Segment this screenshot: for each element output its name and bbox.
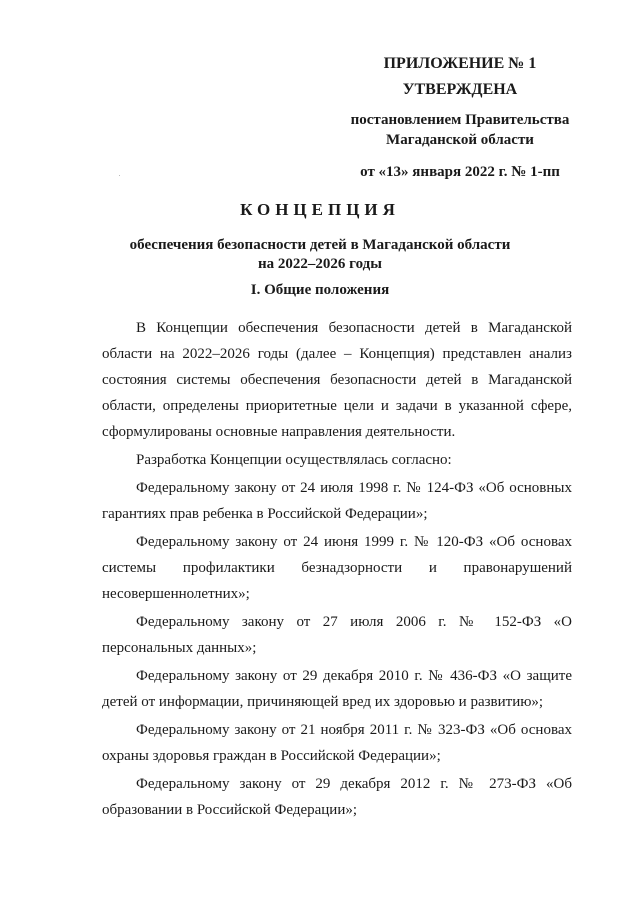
law-item: Федеральному закону от 29 декабря 2012 г. № 273-ФЗ «Об образовании в Российской Федерации»; <box>102 776 572 818</box>
subtitle-line-2: на 2022–2026 годы <box>258 256 382 272</box>
law-item: Федеральному закону от 24 июля 1998 г. № 124-ФЗ «Об основных гарантиях прав ребенка в Российской Федерации»; <box>102 480 572 522</box>
subtitle-line-1: обеспечения безопасности детей в Магаданской области <box>129 237 511 253</box>
concept-heading: КОНЦЕПЦИЯ <box>240 200 400 219</box>
approved-label: УТВЕРЖДЕНА <box>402 81 518 98</box>
law-item: Федеральному закону от 24 июня 1999 г. № 120-ФЗ «Об основах системы профилактики безнадзорности и правонарушений несовершеннолетних»; <box>102 534 572 602</box>
approval-block <box>340 54 580 182</box>
approval-date: от «13» января 2022 г. № 1-пп <box>360 164 560 180</box>
paragraph-basis: Разработка Концепции осуществлялась согласно: <box>136 452 452 468</box>
law-item: Федеральному закону от 29 декабря 2010 г. № 436-ФЗ «О защите детей от информации, причиняющей вред их здоровью и развитию»; <box>102 668 572 710</box>
law-item: Федеральному закону от 21 ноября 2011 г. № 323-ФЗ «Об основах охраны здоровья граждан в Российской Федерации»; <box>102 722 572 764</box>
scan-dot <box>119 175 120 176</box>
law-item: Федеральному закону от 27 июля 2006 г. № 152-ФЗ «О персональных данных»; <box>102 614 572 656</box>
document-body <box>102 315 572 823</box>
approval-line-2: Магаданской области <box>386 132 534 148</box>
appendix-number: ПРИЛОЖЕНИЕ № 1 <box>383 55 537 72</box>
approval-line-1: постановлением Правительства <box>350 112 570 128</box>
paragraph-intro: В Концепции обеспечения безопасности детей в Магаданской области на 2022–2026 годы (далее – Концепция) представлен анализ состояния системы обеспечения безопасности детей в Магаданской области, определены приоритетные цели и задачи в указанной сфере, сформулированы основные направления деятельности. <box>102 320 572 440</box>
section-heading: I. Общие положения <box>250 282 390 298</box>
document-title <box>0 200 640 274</box>
